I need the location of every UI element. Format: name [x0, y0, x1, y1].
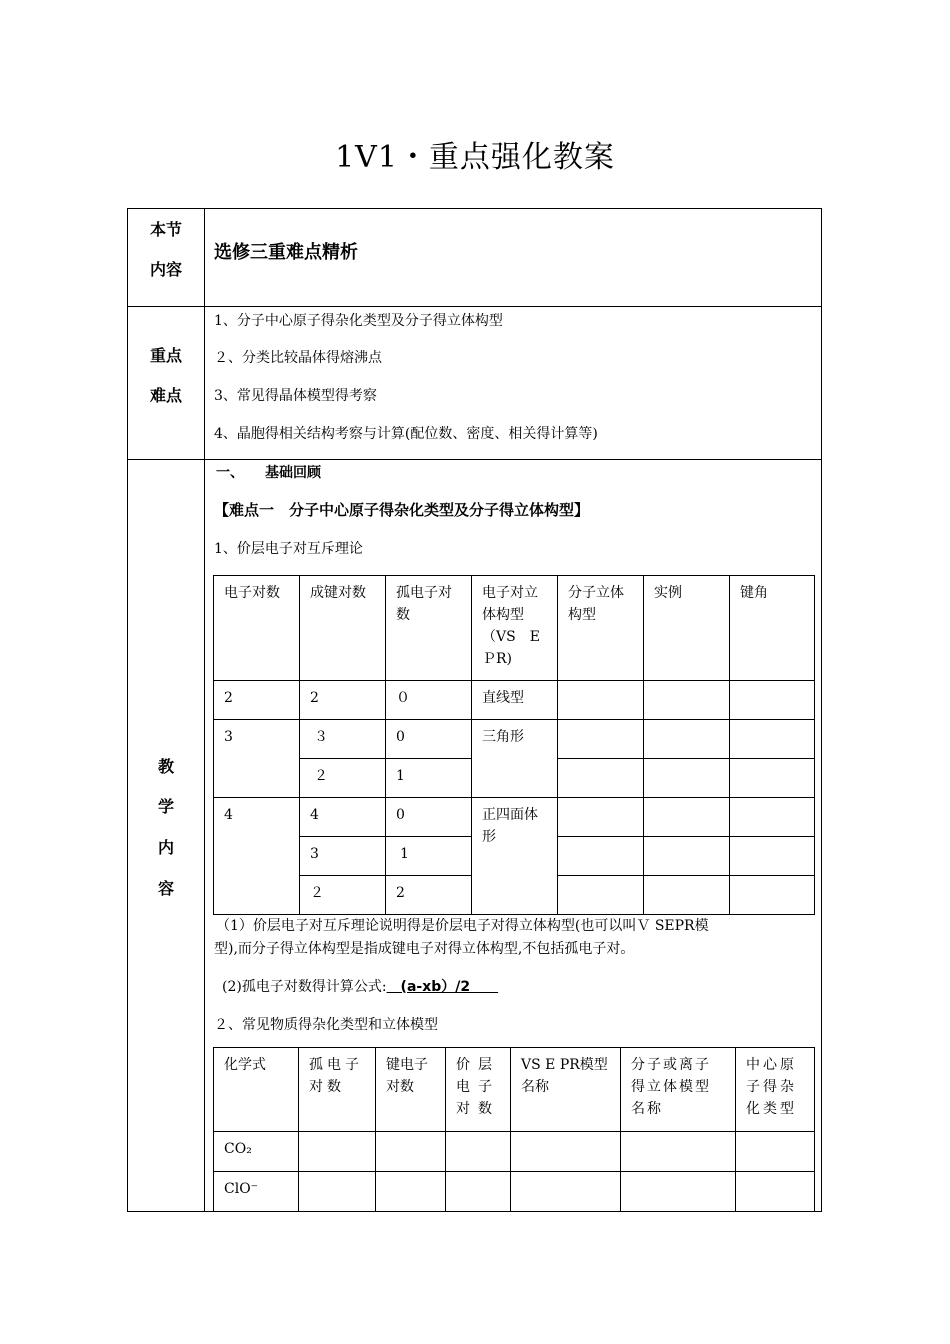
- table-cell: [558, 876, 644, 915]
- table-cell: [644, 837, 730, 876]
- section-label-key-1: 重点: [149, 346, 182, 365]
- section-label-key-2: 难点: [149, 386, 182, 405]
- table-cell: [511, 1172, 621, 1212]
- table-cell: [730, 720, 815, 759]
- table-cell: 2: [214, 681, 300, 720]
- header-cell: 价层电子对数: [446, 1048, 511, 1132]
- table-cell: 0: [386, 720, 472, 759]
- table-cell: ３: [300, 720, 386, 759]
- page-title: 1V1・重点强化教案: [335, 140, 615, 175]
- row-divider: [127, 306, 822, 307]
- header-cell: 键角: [730, 576, 815, 681]
- table-cell: [558, 759, 644, 798]
- subheading-hybridization: ２、常见物质得杂化类型和立体模型: [214, 1017, 438, 1033]
- table-row: [214, 1172, 815, 1212]
- key-point-3: 3、常见得晶体模型得考察: [214, 388, 377, 404]
- formula: (a-xb）/2: [386, 979, 499, 995]
- section-label-content-2: 内容: [149, 260, 182, 279]
- header-cell: 孤电子对数: [299, 1048, 376, 1132]
- header-cell: 分子或离子得立体模型名称: [621, 1048, 736, 1132]
- table-cell: ２: [300, 876, 386, 915]
- table-cell: [558, 837, 644, 876]
- table-cell: 2: [300, 681, 386, 720]
- key-point-4: 4、晶胞得相关结构考察与计算(配位数、密度、相关得计算等): [214, 426, 598, 442]
- table-cell: 4: [300, 798, 386, 837]
- table-row: [214, 720, 815, 759]
- table-cell: 2: [386, 876, 472, 915]
- table-cell: 3: [300, 837, 386, 876]
- vsepr-table: [213, 575, 815, 915]
- header-cell: 中心原子得杂化类型: [736, 1048, 815, 1132]
- table-cell: [376, 1132, 446, 1172]
- table-cell: [730, 876, 815, 915]
- table-cell: [644, 798, 730, 837]
- table-cell: 三角形: [472, 720, 558, 798]
- section-heading: 一、 基础回顾: [216, 465, 321, 481]
- note-1-line-2: 型),而分子得立体构型是指成键电子对得立体构型,不包括孤电子对。: [214, 941, 635, 957]
- table-cell: 3: [214, 720, 300, 798]
- header-cell: 孤电子对数: [386, 576, 472, 681]
- table-cell: [730, 759, 815, 798]
- table-cell: [621, 1172, 736, 1212]
- table-cell: [299, 1172, 376, 1212]
- table-cell: [511, 1132, 621, 1172]
- section-label-content-1: 本节: [149, 220, 182, 239]
- table-cell: [644, 876, 730, 915]
- section-label-teaching-2: 学: [157, 797, 174, 816]
- column-divider: [204, 208, 205, 1212]
- content-text: 选修三重难点精析: [214, 242, 358, 263]
- table-cell: [299, 1132, 376, 1172]
- table-cell: [376, 1172, 446, 1212]
- note-2-prefix: (2)孤电子对数得计算公式:: [222, 979, 387, 995]
- table-cell: [736, 1132, 815, 1172]
- note-2: [222, 976, 498, 996]
- table-cell: 1: [386, 837, 472, 876]
- section-label-teaching-4: 容: [157, 879, 174, 898]
- table-cell: [558, 798, 644, 837]
- table-cell: [730, 798, 815, 837]
- table-cell: [621, 1132, 736, 1172]
- table-header-row: [214, 576, 815, 681]
- header-cell: 电子对数: [214, 576, 300, 681]
- table-cell: [644, 759, 730, 798]
- table-cell: ２: [300, 759, 386, 798]
- table-header-row: [214, 1048, 815, 1132]
- table-cell: [644, 720, 730, 759]
- row-divider: [127, 459, 822, 460]
- table-cell: [446, 1132, 511, 1172]
- table-cell: [446, 1172, 511, 1212]
- subheading-vsepr: 1、价层电子对互斥理论: [214, 541, 363, 557]
- table-cell: [644, 681, 730, 720]
- table-cell: 直线型: [472, 681, 558, 720]
- key-point-1: 1、分子中心原子得杂化类型及分子得立体构型: [214, 313, 503, 329]
- table-row: [214, 1132, 815, 1172]
- header-cell: 键电子对数: [376, 1048, 446, 1132]
- section-label-teaching-1: 教: [157, 757, 174, 776]
- note-1-line-1: （1）价层电子对互斥理论说明得是价层电子对得立体构型(也可以叫Ｖ SEPR模: [216, 918, 709, 934]
- header-cell: 分子立体构型: [558, 576, 644, 681]
- header-cell: 实例: [644, 576, 730, 681]
- table-cell: 1: [386, 759, 472, 798]
- table-cell: [736, 1172, 815, 1212]
- table-row: [214, 681, 815, 720]
- table-cell: 0: [386, 798, 472, 837]
- header-cell: 成键对数: [300, 576, 386, 681]
- table-cell: [558, 681, 644, 720]
- table-cell: 4: [214, 798, 300, 915]
- key-point-2: ２、分类比较晶体得熔沸点: [214, 350, 382, 366]
- header-cell: 化学式: [214, 1048, 299, 1132]
- table-cell: ０: [386, 681, 472, 720]
- table-cell: ClO⁻: [214, 1172, 299, 1212]
- difficulty-heading: 【难点一 分子中心原子得杂化类型及分子得立体构型】: [214, 501, 590, 519]
- table-cell: [558, 720, 644, 759]
- header-cell: VS E PR模型名称: [511, 1048, 621, 1132]
- hybridization-table: [213, 1047, 815, 1212]
- table-cell: 正四面体形: [472, 798, 558, 915]
- section-label-teaching-3: 内: [157, 838, 174, 857]
- table-cell: [730, 681, 815, 720]
- header-cell: 电子对立体构型（VS E ＰR): [472, 576, 558, 681]
- table-cell: CO₂: [214, 1132, 299, 1172]
- table-cell: [730, 837, 815, 876]
- table-row: [214, 798, 815, 837]
